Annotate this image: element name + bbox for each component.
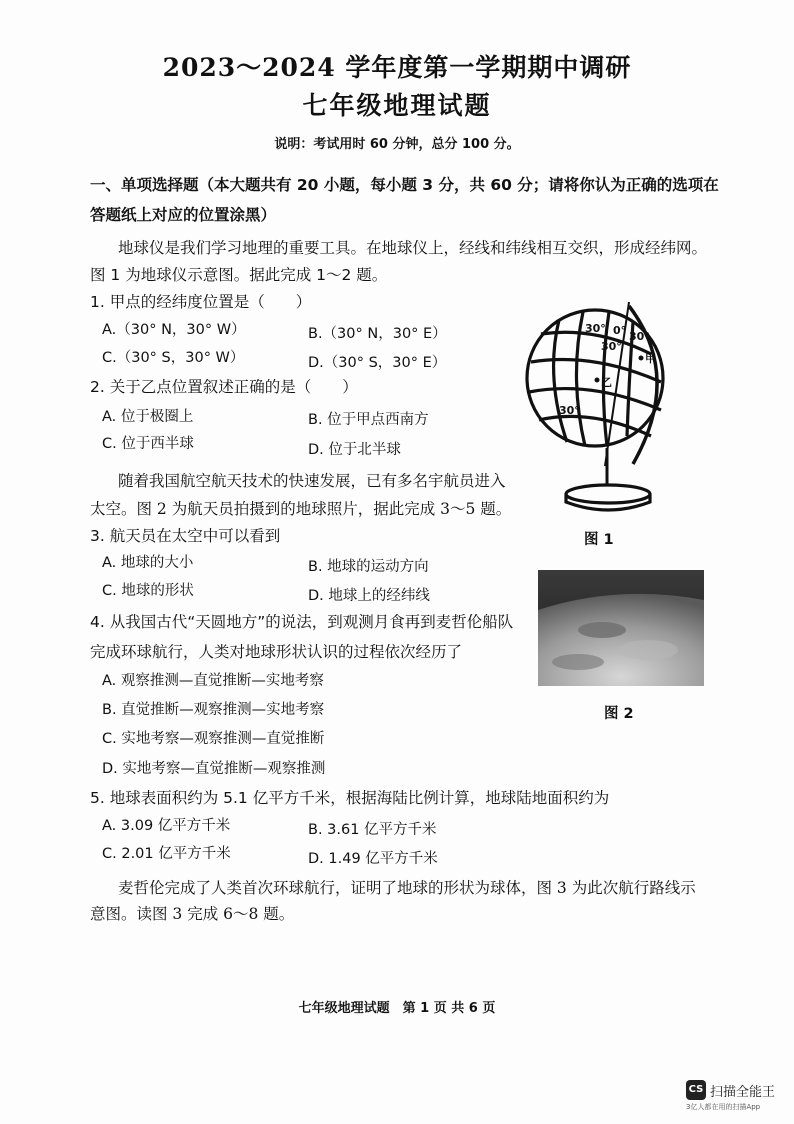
section-heading-line1: 一、单项选择题（本大题共有 20 小题，每小题 3 分，共 60 分；请将你认为正确的选项在 bbox=[90, 176, 719, 194]
globe-label-jia: 甲 bbox=[645, 352, 656, 365]
point-yi-marker bbox=[595, 378, 600, 383]
point-jia-marker bbox=[639, 356, 644, 361]
figure2-earth-photo bbox=[538, 570, 704, 686]
q1-option-c[interactable]: C.（30° S，30° W） bbox=[102, 350, 245, 366]
globe-label-lat-top: 30° bbox=[585, 322, 606, 335]
q4-option-d[interactable]: D. 实地考察—直觉推断—观察推测 bbox=[102, 761, 326, 777]
q3-option-c[interactable]: C. 地球的形状 bbox=[102, 583, 194, 599]
globe-label-lon-zero: 0° bbox=[613, 324, 627, 337]
stand-base bbox=[566, 485, 650, 503]
q4-stem-line2: 完成环球航行，人类对地球形状认识的过程依次经历了 bbox=[90, 643, 463, 661]
q4-option-b[interactable]: B. 直觉推断—观察推测—实地考察 bbox=[102, 702, 325, 718]
intro1-line2: 图 1 为地球仪示意图。据此完成 1～2 题。 bbox=[90, 266, 388, 284]
q2-option-c[interactable]: C. 位于西半球 bbox=[102, 436, 194, 452]
q1-option-a[interactable]: A.（30° N，30° W） bbox=[102, 322, 246, 338]
scanner-app-name: 扫描全能王 bbox=[710, 1085, 776, 1100]
exam-title: 2023～2024 学年度第一学期期中调研 bbox=[162, 53, 632, 82]
section-heading-line2: 答题纸上对应的位置涂黑） bbox=[90, 206, 277, 224]
globe-label-lat-bottom: 30° bbox=[559, 404, 580, 417]
page-footer: 七年级地理试题 第 1 页 共 6 页 bbox=[298, 1001, 496, 1016]
intro1-line1: 地球仪是我们学习地理的重要工具。在地球仪上，经线和纬线相互交织，形成经纬网。 bbox=[118, 239, 708, 257]
q3-option-d[interactable]: D. 地球上的经纬线 bbox=[308, 588, 430, 604]
q3-stem: 3. 航天员在太空中可以看到 bbox=[90, 527, 281, 545]
globe-label-yi: 乙 bbox=[601, 376, 612, 389]
q5-option-d[interactable]: D. 1.49 亿平方千米 bbox=[308, 851, 438, 867]
figure1-caption: 图 1 bbox=[584, 532, 614, 548]
intro2-line2: 太空。图 2 为航天员拍摄到的地球照片，据此完成 3～5 题。 bbox=[90, 500, 512, 518]
q2-stem: 2. 关于乙点位置叙述正确的是（ ） bbox=[90, 378, 358, 396]
figure2-caption: 图 2 bbox=[604, 706, 634, 722]
q4-option-c[interactable]: C. 实地考察—观察推测—直觉推断 bbox=[102, 731, 325, 747]
q2-option-b[interactable]: B. 位于甲点西南方 bbox=[308, 412, 429, 428]
scanner-logo-icon: CS bbox=[686, 1080, 706, 1100]
q4-option-a[interactable]: A. 观察推测—直觉推断—实地考察 bbox=[102, 673, 324, 689]
q3-option-b[interactable]: B. 地球的运动方向 bbox=[308, 559, 429, 575]
intro3-line1: 麦哲伦完成了人类首次环球航行，证明了地球的形状为球体，图 3 为此次航行路线示 bbox=[118, 879, 696, 897]
intro2-line1: 随着我国航空航天技术的快速发展，已有多名宇航员进入 bbox=[118, 472, 506, 490]
globe-label-lon-right: 30° bbox=[629, 330, 650, 343]
q3-option-a[interactable]: A. 地球的大小 bbox=[102, 555, 194, 571]
q5-stem: 5. 地球表面积约为 5.1 亿平方千米，根据海陆比例计算，地球陆地面积约为 bbox=[90, 789, 610, 807]
exam-note: 说明：考试用时 60 分钟，总分 100 分。 bbox=[274, 137, 520, 152]
intro3-line2: 意图。读图 3 完成 6～8 题。 bbox=[90, 905, 295, 923]
q5-option-a[interactable]: A. 3.09 亿平方千米 bbox=[102, 818, 231, 834]
q2-option-d[interactable]: D. 位于北半球 bbox=[308, 442, 401, 458]
q4-stem-line1: 4. 从我国古代“天圆地方”的说法，到观测月食再到麦哲伦船队 bbox=[90, 613, 514, 631]
q5-option-b[interactable]: B. 3.61 亿平方千米 bbox=[308, 822, 437, 838]
scanner-app-tagline: 3亿人都在用的扫描App bbox=[686, 1103, 761, 1111]
latitude-line-3 bbox=[529, 389, 661, 410]
globe-label-lat-mid: 30° bbox=[601, 340, 622, 353]
q5-option-c[interactable]: C. 2.01 亿平方千米 bbox=[102, 846, 231, 862]
q2-option-a[interactable]: A. 位于极圈上 bbox=[102, 409, 194, 425]
figure1-globe bbox=[515, 296, 685, 516]
exam-subtitle: 七年级地理试题 bbox=[302, 91, 492, 120]
longitude-line-1 bbox=[554, 320, 567, 442]
q1-option-b[interactable]: B.（30° N，30° E） bbox=[308, 326, 447, 342]
q1-stem: 1. 甲点的经纬度位置是（ ） bbox=[90, 293, 312, 311]
q1-option-d[interactable]: D.（30° S，30° E） bbox=[308, 355, 447, 371]
